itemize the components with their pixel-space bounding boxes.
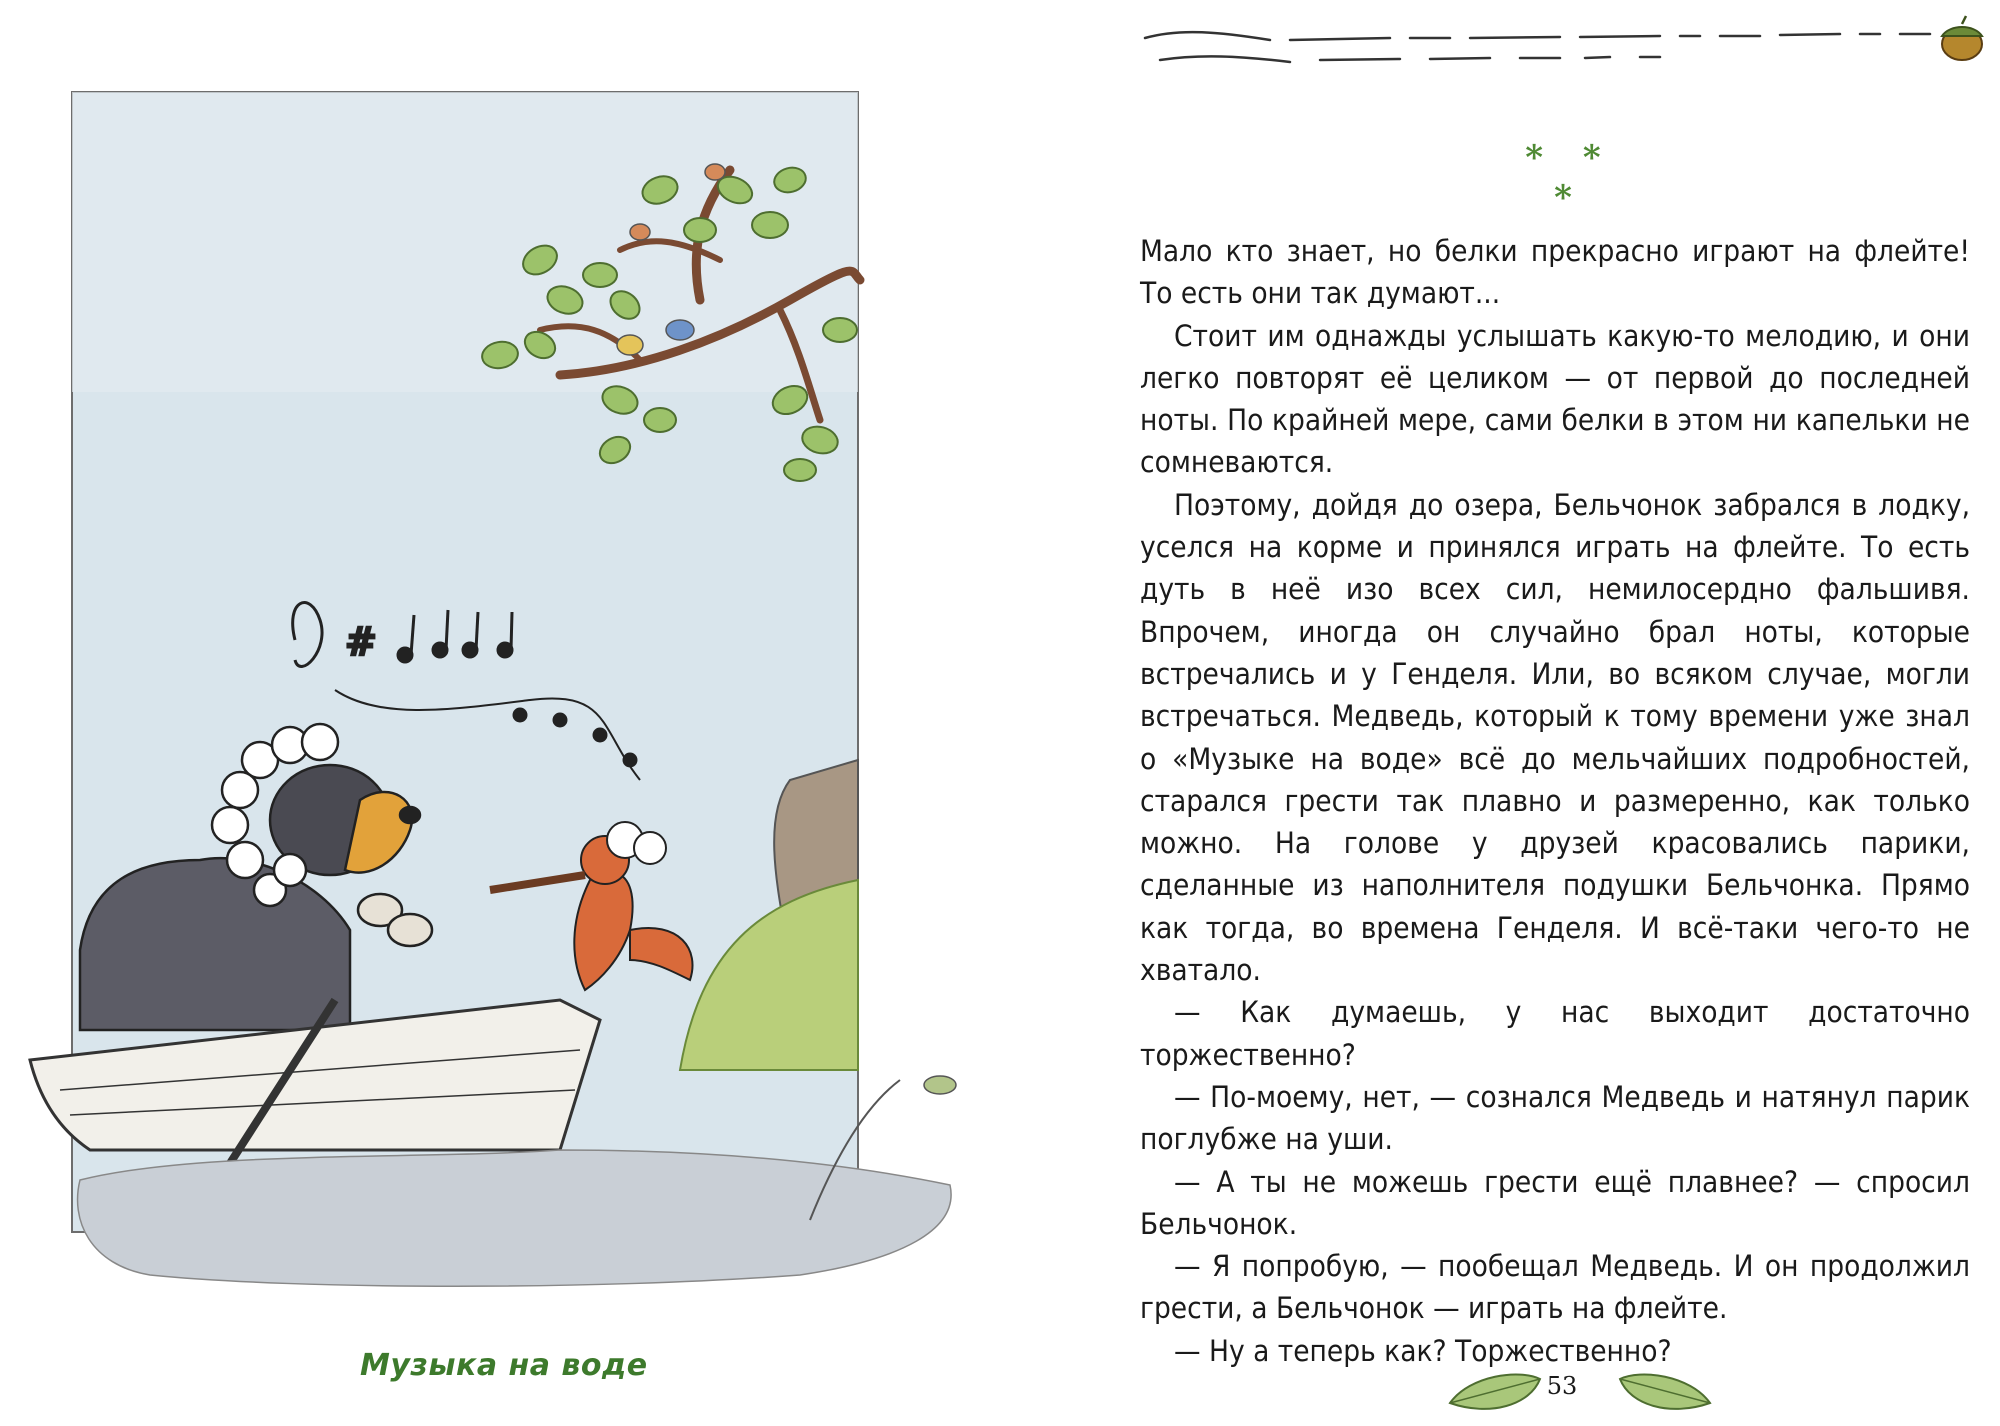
illustration-bear-squirrel-boat: [0, 0, 1000, 1330]
leaf-left-icon: [1450, 1374, 1540, 1408]
paragraph: — Как думаешь, у нас выходит достаточно торжественно?: [1140, 995, 1970, 1072]
svg-text:#: #: [345, 620, 377, 664]
section-separator: * * *: [1525, 138, 1615, 218]
paragraph: — Ну а теперь как? Торжественно?: [1174, 1333, 1672, 1368]
paragraph: Поэтому, дойдя до озера, Бельчонок забрался в лодку, уселся на корме и принялся играть на флейте. То есть дуть в неё изо всех сил, немилосердно фальшивя. Впрочем, иногда он случайно брал ноты, которые встречались и у Генделя. Или, во всяком случае, могли встречаться. Медведь, который к тому времени уже знал о «Музыке на воде» всё до мельчайших подробностей, старался грести так плавно и размеренно, как только можно. На голове у друзей красовались парики, сделанные из наполнителя подушки Бельчонка. Прямо как тогда, во времена Генделя. И всё-таки чего-то не хватало.: [1140, 487, 1970, 988]
acorn-icon: [1942, 16, 1982, 60]
paragraph: Мало кто знает, но белки прекрасно играют на флейте! То есть они так думают...: [1140, 234, 1970, 311]
header-ornament: [1140, 10, 1990, 80]
paragraph: Стоит им однажды услышать какую-то мелодию, и они легко повторят её целиком — от первой до последней ноты. По крайней мере, сами белки в этом ни капельки не сомневаются.: [1140, 318, 1970, 480]
paragraph: — А ты не можешь грести ещё плавнее? — спросил Бельчонок.: [1140, 1164, 1970, 1241]
body-text: [1140, 230, 1970, 1372]
page-number: 53: [1546, 1372, 1578, 1400]
paragraph: — По-моему, нет, — сознался Медведь и натянул парик поглубже на уши.: [1140, 1079, 1970, 1157]
paragraph: — Я попробую, — пообещал Медведь. И он продолжил грести, а Бельчонок — играть на флейте.: [1140, 1249, 1970, 1326]
leaf-right-icon: [1620, 1374, 1710, 1408]
illustration-caption: Музыка на воде: [360, 1348, 648, 1383]
